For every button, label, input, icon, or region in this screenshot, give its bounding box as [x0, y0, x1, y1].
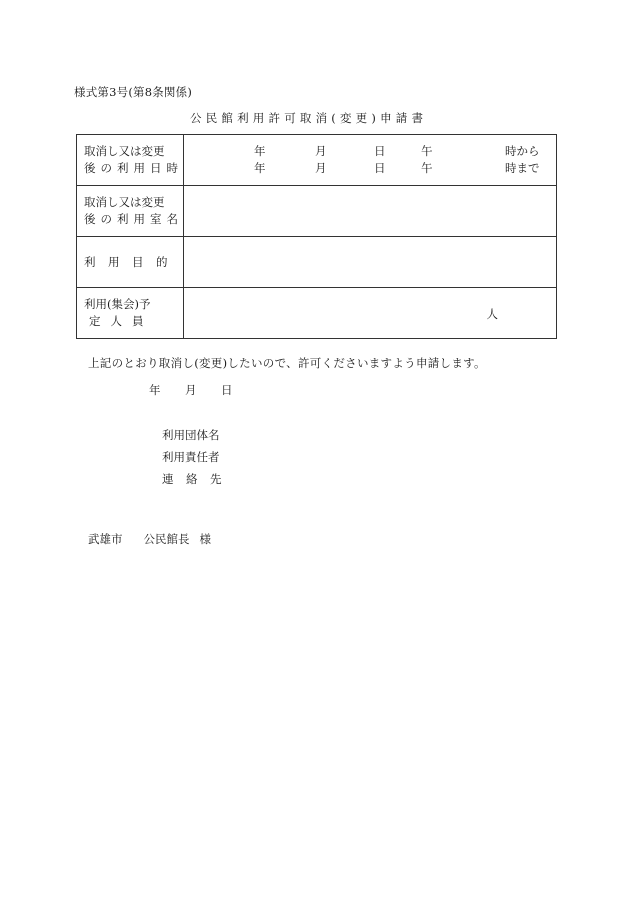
attendees-value-cell[interactable] [184, 288, 557, 339]
attendees-label [77, 288, 184, 339]
responsible-person-label: 利用責任者 [162, 450, 220, 464]
attendees-label-line2: 定人員 [89, 314, 154, 328]
room-label [77, 186, 184, 237]
datetime-label [77, 135, 184, 186]
room-label-line2: 後の利用室名 [84, 212, 183, 226]
addressee [88, 531, 211, 547]
room-value-cell[interactable] [184, 186, 557, 237]
date-day: 日 [221, 383, 233, 397]
from-suffix: 時から [505, 144, 540, 158]
addressee-title: 公民館長 [143, 532, 190, 546]
to-month: 月 [315, 161, 327, 175]
from-ampm: 午 [421, 144, 433, 158]
datetime-label-line2: 後の利用日時 [84, 161, 183, 175]
purpose-value-cell[interactable] [184, 237, 557, 288]
to-ampm: 午 [421, 161, 433, 175]
datetime-row [77, 135, 557, 186]
date-month: 月 [185, 383, 197, 397]
to-day: 日 [374, 161, 386, 175]
group-name-label: 利用団体名 [162, 428, 220, 442]
room-row [77, 186, 557, 237]
from-day: 日 [374, 144, 386, 158]
datetime-value-cell[interactable] [184, 135, 557, 186]
to-suffix: 時まで [505, 161, 540, 175]
form-number: 様式第3号(第8条関係) [74, 85, 193, 99]
purpose-label [77, 237, 184, 288]
attendees-label-line1: 利用(集会)予 [84, 297, 151, 311]
contact-label: 連絡先 [162, 472, 234, 486]
purpose-row [77, 237, 557, 288]
room-label-line1: 取消し又は変更 [84, 195, 165, 209]
document-title: 公民館利用許可取消(変更)申請書 [190, 111, 428, 125]
attendees-unit: 人 [486, 307, 498, 321]
purpose-label-text: 利用目的 [84, 254, 180, 269]
date-year: 年 [149, 383, 161, 397]
datetime-label-line1: 取消し又は変更 [84, 144, 165, 158]
from-year: 年 [254, 144, 266, 158]
to-year: 年 [254, 161, 266, 175]
from-month: 月 [315, 144, 327, 158]
attendees-row [77, 288, 557, 339]
addressee-city: 武雄市 [88, 532, 123, 546]
addressee-honorific: 様 [199, 532, 211, 546]
application-table [76, 134, 557, 339]
application-statement: 上記のとおり取消し(変更)したいので、許可くださいますよう申請します。 [88, 356, 486, 370]
